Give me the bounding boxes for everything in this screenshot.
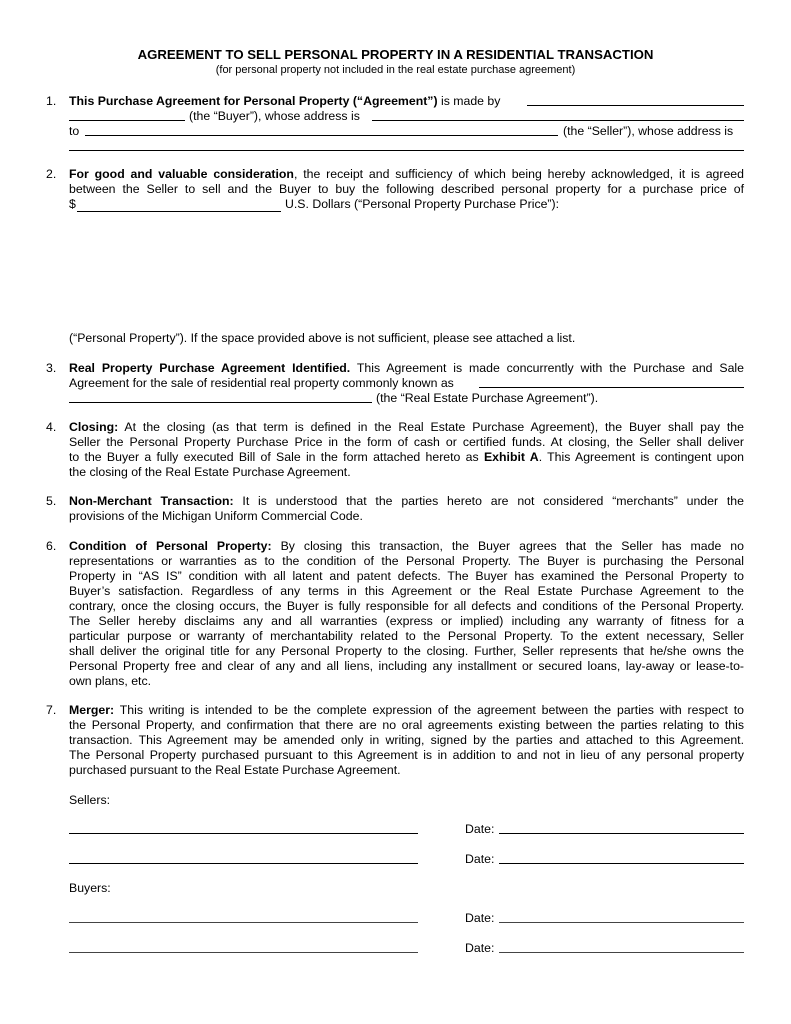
buyer-address-field[interactable] [372,120,744,121]
seller-date-field-2[interactable] [499,863,744,864]
section-1-line-1 [69,94,500,109]
document-title: AGREEMENT TO SELL PERSONAL PROPERTY IN A RESIDENTIAL TRANSACTION [137,47,654,62]
section-4-text-1: At the closing (as that term is defined in the Real Estate Purchase Agreement), the Buyer shall pay the [118,420,744,434]
section-2-line-1 [69,167,744,182]
buyer-date-field-1[interactable] [499,922,744,923]
section-5-line-1 [69,494,744,509]
section-6-line: representations or warranties as to the condition of the Personal Property. The Buyer is purchasing the Personal [69,554,744,568]
section-1-number: 1. [46,94,57,108]
section-5-heading: Non-Merchant Transaction: [69,494,234,508]
exhibit-a-reference: Exhibit A [483,450,539,464]
section-4-number: 4. [46,420,57,434]
section-3-line-1 [69,361,744,376]
section-2-line-2: between the Seller to sell and the Buyer to buy the following described personal property for a purchase price of [69,182,744,196]
section-2-number: 2. [46,167,57,181]
section-5-number: 5. [46,494,57,508]
section-7-line: the Personal Property, and confirmation that there are no oral agreements existing between the parties relating to this [69,718,744,732]
section-6-heading: Condition of Personal Property: [69,539,272,553]
seller-signature-line-2[interactable] [69,863,418,864]
buyers-label: Buyers: [69,881,111,895]
section-5-text-1: It is understood that the parties hereto are not considered “merchants” under the [233,494,744,508]
to-label: to [69,124,80,138]
section-2-heading: For good and valuable consideration [69,167,294,181]
section-5-line-2: provisions of the Michigan Uniform Commercial Code. [69,509,363,523]
section-6-number: 6. [46,539,57,553]
buyer-signature-line-2[interactable] [69,952,418,953]
property-address-field-2[interactable] [69,402,372,403]
section-6-last-line: own plans, etc. [69,674,152,688]
personal-property-description-area[interactable] [69,222,744,322]
section-2-text-1: , the receipt and sufficiency of which being hereby acknowledged, it is agreed [293,167,744,181]
section-1-heading: This Purchase Agreement for Personal Property (“Agreement”) [69,94,438,108]
section-4-text-3a: to the Buyer a fully executed Bill of Sale in the form attached hereto as [69,450,484,464]
section-4-line-2: Seller the Personal Property Purchase Price in the form of cash or certified funds. At closing, the Seller shall deliver [69,435,744,449]
section-7-number: 7. [46,703,57,717]
section-1-text: is made by [437,94,501,108]
section-3-text-1: This Agreement is made concurrently with the Purchase and Sale [350,361,744,375]
section-7-line-1 [69,703,744,718]
section-6-line-1 [69,539,744,554]
date-label: Date: [465,941,495,955]
seller-date-field-1[interactable] [499,833,744,834]
section-7-line: transaction. This Agreement may be amended only in writing, signed by the parties and attached to this Agreement. [69,733,744,747]
purchase-price-field[interactable] [77,211,281,212]
section-4-line-4: the closing of the Real Estate Purchase Agreement. [69,465,351,479]
sellers-label: Sellers: [69,793,111,807]
buyer-label: (the “Buyer”), whose address is [189,109,360,123]
made-by-field[interactable] [527,105,744,106]
section-6-line: Buyer’s satisfaction. Regardless of any terms in this Agreement or the Real Estate Purchase Agreement to the [69,584,744,598]
dollar-sign: $ [69,197,76,211]
section-3-number: 3. [46,361,57,375]
seller-name-field[interactable] [85,135,558,136]
section-4-text-3c: . This Agreement is contingent upon [538,450,745,464]
section-6-line: contrary, once the closing occurs, the Buyer is fully responsible for all defects and conditions of the Personal Property. [69,599,744,613]
buyer-name-field[interactable] [69,120,185,121]
section-7-heading: Merger: [69,703,115,717]
section-6-line: Personal Property free and clear of any and all liens, including any installment or secured loans, lay-away or lease-to- [69,659,744,673]
section-7-text-1: This writing is intended to be the complete expression of the agreement between the parties with respect to [114,703,744,717]
section-6-line: The Seller hereby disclaims any and all warranties (express or implied) including any warranty of fitness for a [69,614,744,628]
buyer-signature-line-1[interactable] [69,922,418,923]
section-3-heading: Real Property Purchase Agreement Identified. [69,361,351,375]
section-6-text-1: By closing this transaction, the Buyer agrees that the Seller has made no [271,539,744,553]
seller-label: (the “Seller”), whose address is [563,124,734,138]
seller-signature-line-1[interactable] [69,833,418,834]
personal-property-note: (“Personal Property”). If the space provided above is not sufficient, please see attached a list. [69,331,576,345]
real-estate-agreement-label: (the “Real Estate Purchase Agreement”). [376,391,599,405]
date-label: Date: [465,911,495,925]
section-4-line-1 [69,420,744,435]
section-6-line: shall deliver the original title for any Personal Property to the closing. Further, Seller represents that he/she owns the [69,644,744,658]
document-subtitle: (for personal property not included in the real estate purchase agreement) [215,64,576,76]
section-4-line-3 [69,450,744,465]
date-label: Date: [465,852,495,866]
date-label: Date: [465,822,495,836]
section-7-last-line: purchased pursuant to the Real Estate Purchase Agreement. [69,763,401,777]
section-7-line: The Personal Property purchased pursuant to this Agreement is in addition to and not in lieu of any personal property [69,748,744,762]
section-6-line: particular purpose or warranty of merchantability related to the Personal Property. To the extent necessary, Seller [69,629,744,643]
property-address-field[interactable] [479,387,744,388]
section-6-line: Property in “AS IS” condition with all latent and patent defects. The Buyer has examined the Personal Property to [69,569,744,583]
purchase-price-label: U.S. Dollars (“Personal Property Purchase Price”): [285,197,560,211]
seller-address-field[interactable] [69,150,744,151]
section-3-line-2: Agreement for the sale of residential real property commonly known as [69,376,454,390]
section-4-heading: Closing: [69,420,119,434]
buyer-date-field-2[interactable] [499,952,744,953]
